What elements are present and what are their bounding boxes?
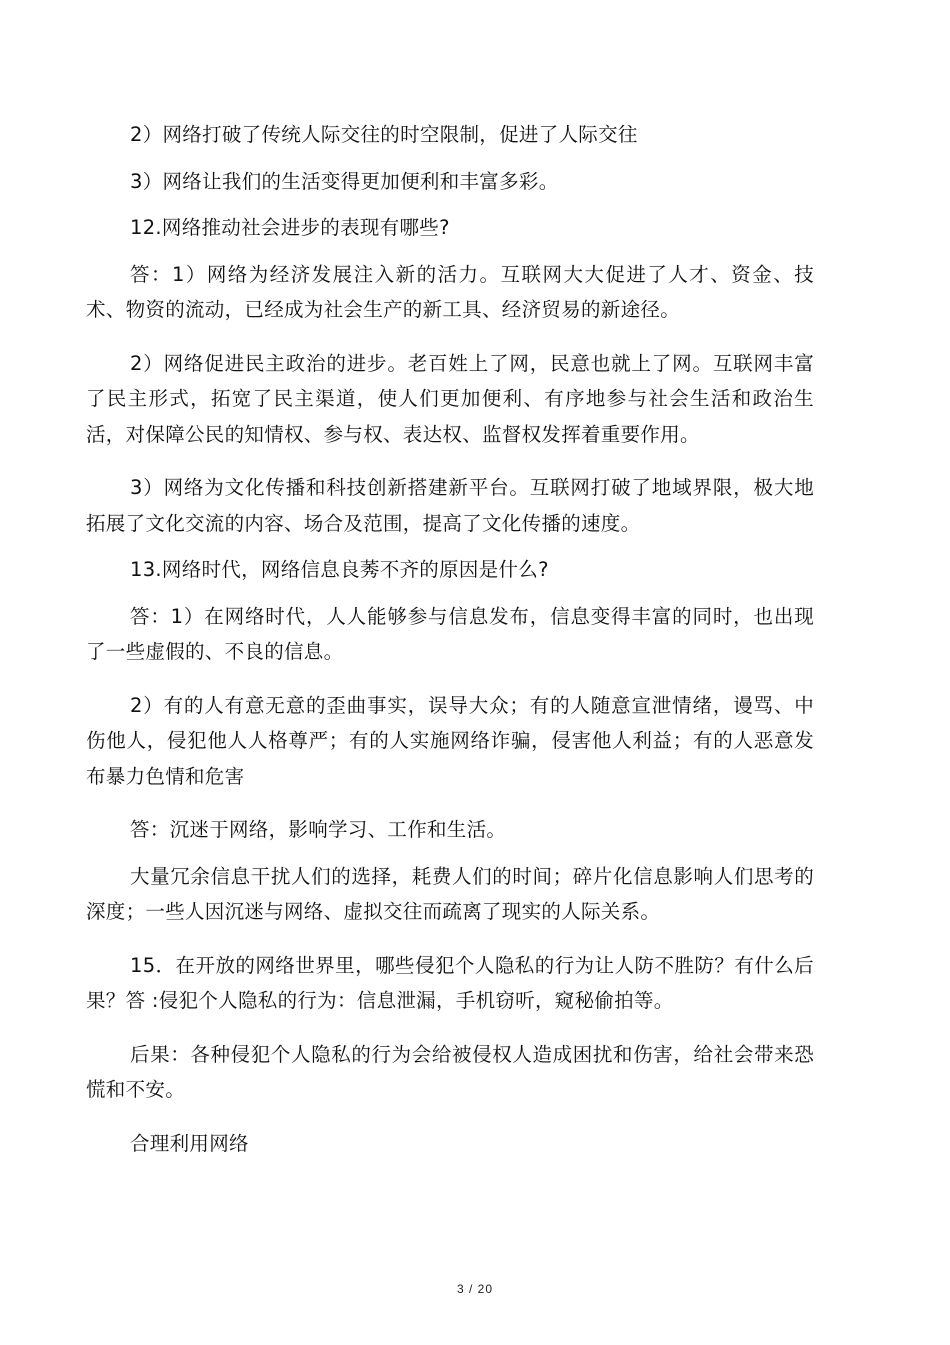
paragraph: 大量冗余信息干扰人们的选择，耗费人们的时间；碎片化信息影响人们思考的深度；一些人因沉迷与网络、虚拟交往而疏离了现实的人际关系。: [86, 864, 814, 923]
paragraph: 2）网络促进民主政治的进步。老百姓上了网，民意也就上了网。互联网丰富了民主形式，拓宽了民主渠道，使人们更加便利、有序地参与社会生活和政治生活，对保障公民的知情权、参与权、表达权、监督权发挥着重要作用。: [86, 351, 814, 446]
document-body: [86, 117, 814, 1172]
answer-paragraph: 答：1）网络为经济发展注入新的活力。互联网大大促进了人才、资金、技术、物资的流动，已经成为社会生产的新工具、经济贸易的新途径。: [86, 262, 814, 321]
paragraph: 后果：各种侵犯个人隐私的行为会给被侵权人造成困扰和伤害，给社会带来恐慌和不安。: [86, 1042, 814, 1101]
question-heading: 13.网络时代，网络信息良莠不齐的原因是什么?: [130, 558, 549, 581]
page-number: 3 / 20: [456, 1282, 494, 1296]
section-heading: 合理利用网络: [130, 1131, 249, 1155]
paragraph: 3）网络为文化传播和科技创新搭建新平台。互联网打破了地域界限，极大地拓展了文化交流的内容、场合及范围，提高了文化传播的速度。: [86, 476, 814, 535]
question-paragraph: 15．在开放的网络世界里，哪些侵犯个人隐私的行为让人防不胜防？有什么后果？答 :侵犯个人隐私的行为：信息泄漏，手机窃听，窥秘偷拍等。: [86, 953, 814, 1012]
answer-paragraph: 答：1）在网络时代，人人能够参与信息发布，信息变得丰富的同时，也出现了一些虚假的、不良的信息。: [86, 604, 814, 663]
paragraph: 3）网络让我们的生活变得更加便利和丰富多彩。: [130, 169, 559, 193]
paragraph: 2）网络打破了传统人际交往的时空限制，促进了人际交往: [130, 123, 638, 146]
question-heading: 12.网络推动社会进步的表现有哪些?: [130, 216, 450, 239]
answer-paragraph: 答：沉迷于网络，影响学习、工作和生活。: [130, 818, 507, 841]
paragraph: 2）有的人有意无意的歪曲事实，误导大众；有的人随意宣泄情绪，谩骂、中伤他人，侵犯他人人格尊严；有的人实施网络诈骗，侵害他人利益；有的人恶意发布暴力色情和危害: [86, 693, 814, 788]
